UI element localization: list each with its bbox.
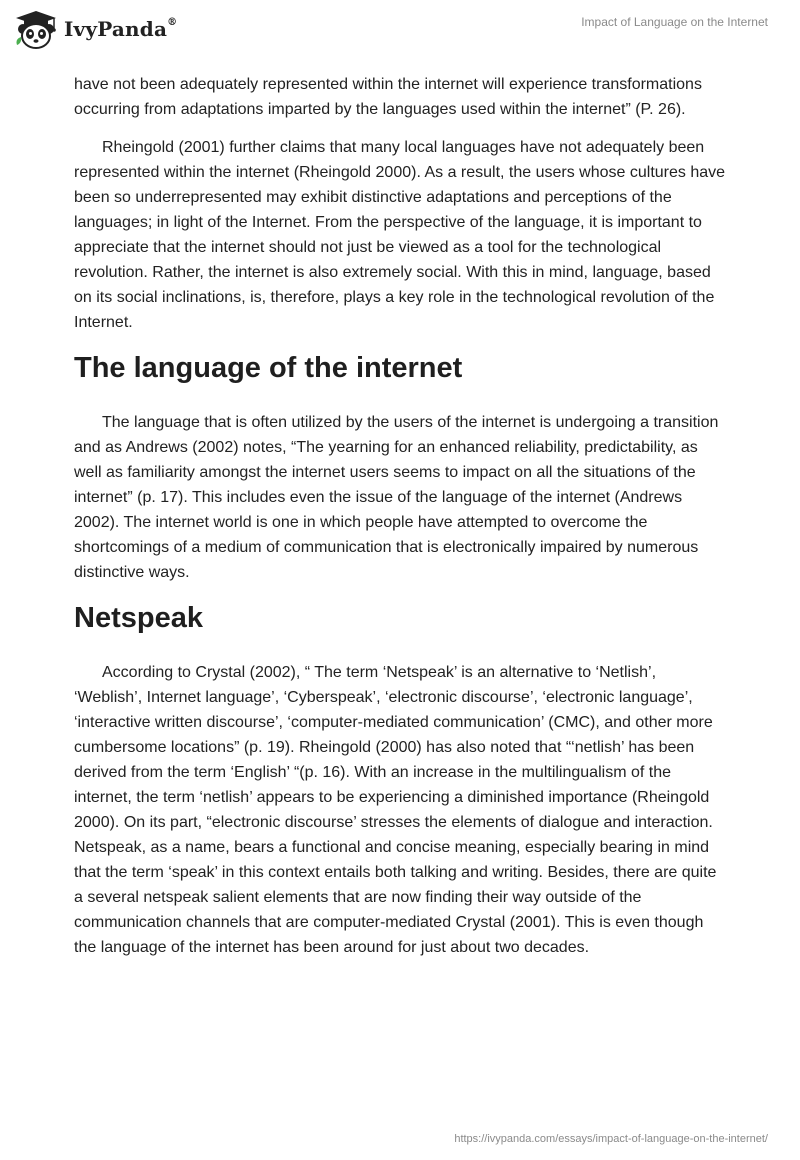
article-body: [74, 72, 726, 973]
paragraph: have not been adequately represented within the internet will experience transformations occurring from adaptations imparted by the languages used within the internet” (P. 26).: [74, 76, 702, 118]
section-heading: The language of the internet: [74, 352, 463, 384]
logo[interactable]: [14, 9, 177, 49]
paragraph: According to Crystal (2002), “ The term ‘Netspeak’ is an alternative to ‘Netlish’, ‘Weblish’, Internet language’, ‘Cyberspeak’, ‘electronic discourse’, ‘electronic language’, ‘interactive written discourse’, ‘computer-mediated communication’ (CMC), and other more cumbersome locations” (p. 19). Rheingold (2000) has also noted that “‘netlish’ has been derived from the term ‘English’ “(p. 16). With an increase in the multilingualism of the internet, the term ‘netlish’ appears to be experiencing a diminished importance (Rheingold 2000). On its part, “electronic discourse’ stresses the elements of dialogue and interaction. Netspeak, as a name, bears a functional and concise meaning, especially bearing in mind that the term ‘speak’ in this context entails both talking and writing. Besides, there are quite a several netspeak salient elements that are now finding their way outside of the communication channels that are computer-mediated Crystal (2001). This is even though the language of the internet has been around for just about two decades.: [74, 664, 717, 956]
source-url[interactable]: https://ivypanda.com/essays/impact-of-language-on-the-internet/: [454, 1133, 768, 1145]
panda-logo-icon: [14, 9, 58, 49]
brand-name: IvyPanda®: [64, 17, 178, 41]
paragraph: Rheingold (2001) further claims that many local languages have not adequately been represented within the internet (Rheingold 2000). As a result, the users whose cultures have been so underrepresented may exhibit distinctive adaptations and perceptions of the languages; in light of the Internet. From the perspective of the language, it is important to appreciate that the internet should not just be viewed as a tool for the technological revolution. Rather, the internet is also extremely social. With this in mind, language, based on its social inclinations, is, therefore, plays a key role in the technological revolution of the Internet.: [74, 139, 726, 331]
section-heading: Netspeak: [74, 602, 203, 634]
document-title: Impact of Language on the Internet: [581, 15, 768, 29]
page-header: [0, 0, 800, 68]
paragraph: The language that is often utilized by the users of the internet is undergoing a transition and as Andrews (2002) notes, “The yearning for an enhanced reliability, predictability, as well as familiarity amongst the internet users seems to impact on all the situations of the internet” (p. 17). This includes even the issue of the language of the internet (Andrews 2002). The internet world is one in which people have attempted to overcome the shortcomings of a medium of communication that is electronically impaired by numerous distinctive ways.: [74, 414, 719, 581]
